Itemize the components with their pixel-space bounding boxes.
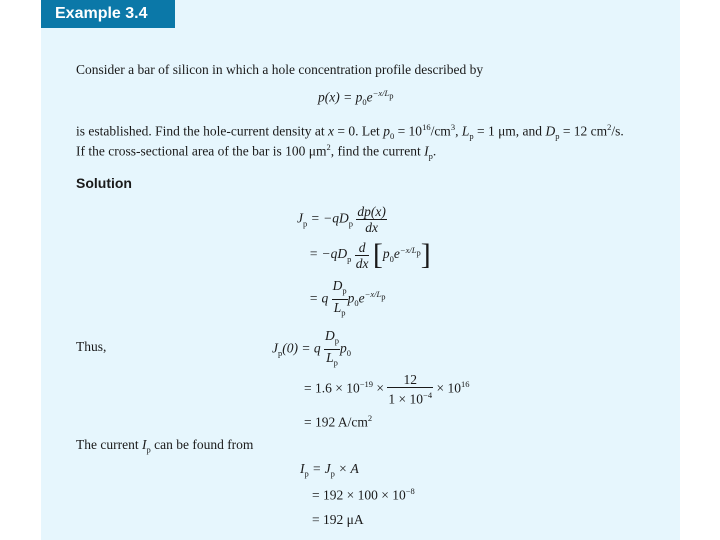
problem-line-1: Consider a bar of silicon in which a hole concentration profile described by <box>76 62 484 77</box>
equation-row-4: $J_p(0) = q$ $\frac{D_p}{L_p}$ $p_0$ <box>272 328 351 370</box>
equation-row-9: = 192 μA <box>312 512 364 527</box>
example-title: Example 3.4 <box>55 5 148 22</box>
fraction-d-dx: $\frac{d}{dx}$ <box>355 239 369 271</box>
thus-label: Thus, <box>76 339 107 354</box>
problem-line-2: is established. Find the hole-current density at x = 0. Let $p_0 = 10^{16}/cm^3$, $L_p = 1$ μm, and $D_p = 12$ $cm^2/s$. <box>76 122 624 142</box>
current-text: The current $I_p$ can be found from <box>76 437 254 455</box>
equation-row-3: = q $\frac{D_p}{L_p}$ $p_0e^{-x/L_p}$ <box>309 278 385 320</box>
fraction-dp-lp: $\frac{D_p}{L_p}$ <box>332 278 347 318</box>
equation-row-7: $I_p = J_p \times A$ <box>300 461 359 479</box>
equation-row-1: $J_p = -qD_p$ $\frac{dp(x)}{dx}$ <box>297 204 386 235</box>
equation-row-6: = 192 $A/cm^2$ <box>304 413 373 430</box>
fraction-12: $\frac{12}{1 \times 10^{-4}}$ <box>388 372 433 407</box>
equation-row-2: = $-qD_p$ $\frac{d}{dx}$ $[p_0e^{-x/L_p}]$ <box>309 238 431 271</box>
problem-line-3: If the cross-sectional area of the bar is 100 $\mu m^2$, find the current $I_p$. <box>76 142 437 162</box>
profile-equation: $p(x) = p_0e^{-x/L_p}$ <box>318 88 394 108</box>
example-header <box>41 0 175 28</box>
fraction-dp-dx: $\frac{dp(x)}{dx}$ <box>357 204 386 235</box>
equation-row-8: = $192 \times 100 \times 10^{-8}$ <box>312 486 415 503</box>
solution-heading: Solution <box>76 175 132 191</box>
fraction-dp-lp-2: $\frac{D_p}{L_p}$ <box>324 328 339 368</box>
equation-row-5: = $1.6 \times 10^{-19}$ × $\frac{12}{1 \times 10^{-4}}$ × $10^{16}$ <box>304 372 470 407</box>
